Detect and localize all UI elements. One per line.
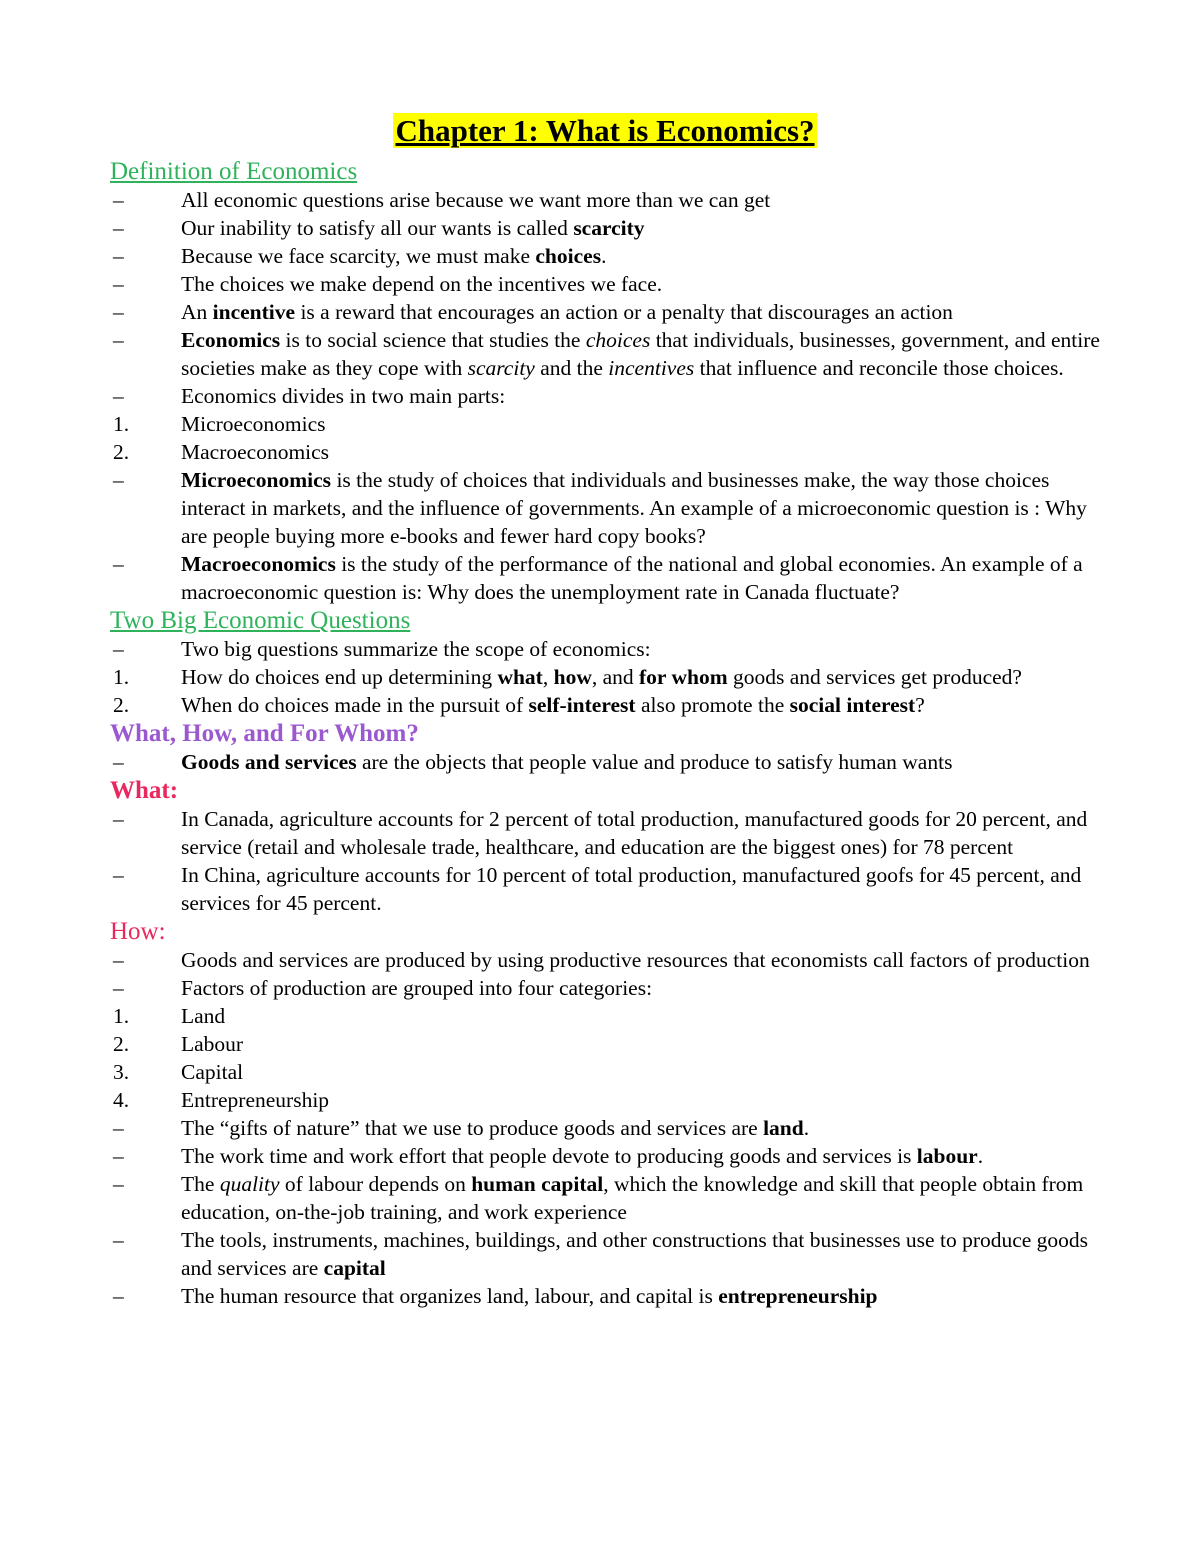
list-item <box>110 214 1100 242</box>
dash-bullet: – <box>113 976 124 1000</box>
list-item <box>110 186 1100 214</box>
list-item <box>110 1142 1100 1170</box>
bold-term: Goods and services <box>181 750 357 774</box>
list-number: 3. <box>113 1060 130 1084</box>
text-run: Land <box>181 1004 226 1028</box>
list-item <box>110 1086 1100 1114</box>
text-run: Factors of production are grouped into four categories: <box>181 976 653 1000</box>
section <box>110 157 1100 606</box>
italic-term: scarcity <box>467 356 535 380</box>
text-run: is the study of choices that individuals and businesses make, the way those choices interact in markets, and the influence of governments. An example of a microeconomic question is : Why are people buying more e-books and fewer hard copy books? <box>181 468 1087 548</box>
text-run: , and <box>591 665 640 689</box>
text-run: In China, agriculture accounts for 10 percent of total production, manufactured goofs for 45 percent, and services for 45 percent. <box>181 863 1082 915</box>
dash-bullet: – <box>113 328 124 352</box>
bold-term: Economics <box>181 328 281 352</box>
text-run: In Canada, agriculture accounts for 2 percent of total production, manufactured goods for 20 percent, and service (retail and wholesale trade, healthcare, and education are the biggest ones) for 78 percent <box>181 807 1088 859</box>
list-number: 2. <box>113 693 130 717</box>
list-item <box>110 270 1100 298</box>
bold-term: for whom <box>639 665 728 689</box>
text-run: Capital <box>181 1060 244 1084</box>
dash-bullet: – <box>113 384 124 408</box>
bold-term: Macroeconomics <box>181 552 336 576</box>
text-run: The human resource that organizes land, labour, and capital is <box>181 1284 719 1308</box>
text-run: Our inability to satisfy all our wants is called <box>181 216 574 240</box>
page-title-text: Chapter 1: What is Economics? <box>395 113 815 148</box>
section-heading: What, How, and For Whom? <box>110 720 419 747</box>
list-item <box>110 663 1100 691</box>
list-number: 2. <box>113 440 130 464</box>
text-run: An <box>181 300 213 324</box>
list-item <box>110 298 1100 326</box>
text-run: is to social science that studies the <box>280 328 586 352</box>
list-item <box>110 861 1100 917</box>
italic-term: choices <box>585 328 651 352</box>
dash-bullet: – <box>113 244 124 268</box>
list-item <box>110 1114 1100 1142</box>
document-body <box>110 108 1100 1310</box>
dash-bullet: – <box>113 272 124 296</box>
section-heading: How: <box>110 918 166 945</box>
text-run: are the objects that people value and produce to satisfy human wants <box>356 750 953 774</box>
text-run: The “gifts of nature” that we use to produce goods and services are <box>181 1116 764 1140</box>
list-item <box>110 1002 1100 1030</box>
list-item <box>110 1226 1100 1282</box>
list-item <box>110 410 1100 438</box>
text-run: The work time and work effort that people devote to producing goods and services is <box>181 1144 917 1168</box>
text-run: Two big questions summarize the scope of economics: <box>181 637 651 661</box>
dash-bullet: – <box>113 807 124 831</box>
list-number: 2. <box>113 1032 130 1056</box>
text-run: , <box>542 665 554 689</box>
text-run: Macroeconomics <box>181 440 330 464</box>
sections-container <box>110 157 1100 1310</box>
dash-bullet: – <box>113 468 124 492</box>
dash-bullet: – <box>113 863 124 887</box>
section <box>110 606 1100 719</box>
list-item <box>110 1030 1100 1058</box>
text-run: The choices we make depend on the incentives we face. <box>181 272 663 296</box>
list-item <box>110 242 1100 270</box>
text-run: goods and services get produced? <box>727 665 1022 689</box>
text-run: The <box>181 1172 220 1196</box>
list-item <box>110 946 1100 974</box>
list-item <box>110 550 1100 606</box>
list-item <box>110 635 1100 663</box>
list-item <box>110 382 1100 410</box>
bold-term: social interest <box>789 693 916 717</box>
bold-term: land <box>763 1116 804 1140</box>
list-number: 1. <box>113 1004 130 1028</box>
text-run: also promote the <box>635 693 790 717</box>
text-run: . <box>803 1116 810 1140</box>
text-run: Goods and services are produced by using productive resources that economists call factors of production <box>181 948 1090 972</box>
text-run: The tools, instruments, machines, buildings, and other constructions that businesses use to produce goods and services are <box>181 1228 1089 1280</box>
list-item <box>110 974 1100 1002</box>
section-heading: Definition of Economics <box>110 158 358 185</box>
text-run: How do choices end up determining <box>181 665 498 689</box>
dash-bullet: – <box>113 300 124 324</box>
list-item <box>110 1170 1100 1226</box>
dash-bullet: – <box>113 216 124 240</box>
list-item <box>110 1058 1100 1086</box>
dash-bullet: – <box>113 750 124 774</box>
text-run: . <box>977 1144 984 1168</box>
bold-term: how <box>553 665 592 689</box>
text-run: ? <box>915 693 925 717</box>
text-run: that individuals, businesses, government, and entire societies make as they cope with <box>181 328 1100 380</box>
section <box>110 719 1100 776</box>
dash-bullet: – <box>113 552 124 576</box>
text-run: Economics divides in two main parts: <box>181 384 506 408</box>
bold-term: entrepreneurship <box>718 1284 878 1308</box>
text-run: of labour depends on <box>279 1172 472 1196</box>
bold-term: choices <box>535 244 602 268</box>
dash-bullet: – <box>113 1116 124 1140</box>
section-heading: What: <box>110 777 179 804</box>
dash-bullet: – <box>113 637 124 661</box>
dash-bullet: – <box>113 1172 124 1196</box>
list-item <box>110 466 1100 550</box>
text-run: When do choices made in the pursuit of <box>181 693 529 717</box>
dash-bullet: – <box>113 1144 124 1168</box>
text-run: Entrepreneurship <box>181 1088 330 1112</box>
bold-term: scarcity <box>573 216 645 240</box>
list-item <box>110 438 1100 466</box>
section <box>110 776 1100 917</box>
text-run: Microeconomics <box>181 412 326 436</box>
dash-bullet: – <box>113 188 124 212</box>
dash-bullet: – <box>113 1284 124 1308</box>
text-run: is a reward that encourages an action or a penalty that discourages an action <box>295 300 953 324</box>
bold-term: labour <box>916 1144 978 1168</box>
list-number: 4. <box>113 1088 130 1112</box>
list-item <box>110 326 1100 382</box>
text-run: , which the knowledge and skill that people obtain from education, on-the-job training, and work experience <box>181 1172 1084 1224</box>
italic-term: quality <box>219 1172 280 1196</box>
bold-term: incentive <box>212 300 296 324</box>
text-run: that influence and reconcile those choices. <box>694 356 1064 380</box>
bold-term: self-interest <box>528 693 636 717</box>
list-item <box>110 691 1100 719</box>
text-run: and the <box>534 356 609 380</box>
list-item <box>110 748 1100 776</box>
list-number: 1. <box>113 665 130 689</box>
text-run: Because we face scarcity, we must make <box>181 244 536 268</box>
text-run: . <box>601 244 607 268</box>
bold-term: capital <box>323 1256 386 1280</box>
text-run: All economic questions arise because we want more than we can get <box>181 188 771 212</box>
dash-bullet: – <box>113 948 124 972</box>
text-run: Labour <box>181 1032 244 1056</box>
dash-bullet: – <box>113 1228 124 1252</box>
section <box>110 917 1100 1310</box>
bold-term: what <box>497 665 543 689</box>
list-item <box>110 805 1100 861</box>
page-title <box>110 108 1100 154</box>
bold-term: human capital <box>471 1172 604 1196</box>
bold-term: Microeconomics <box>181 468 332 492</box>
text-run: is the study of the performance of the national and global economies. An example of a macroeconomic question is: Why does the unemployment rate in Canada fluctuate? <box>181 552 1083 604</box>
section-heading: Two Big Economic Questions <box>110 607 411 634</box>
list-number: 1. <box>113 412 130 436</box>
list-item <box>110 1282 1100 1310</box>
italic-term: incentives <box>608 356 695 380</box>
